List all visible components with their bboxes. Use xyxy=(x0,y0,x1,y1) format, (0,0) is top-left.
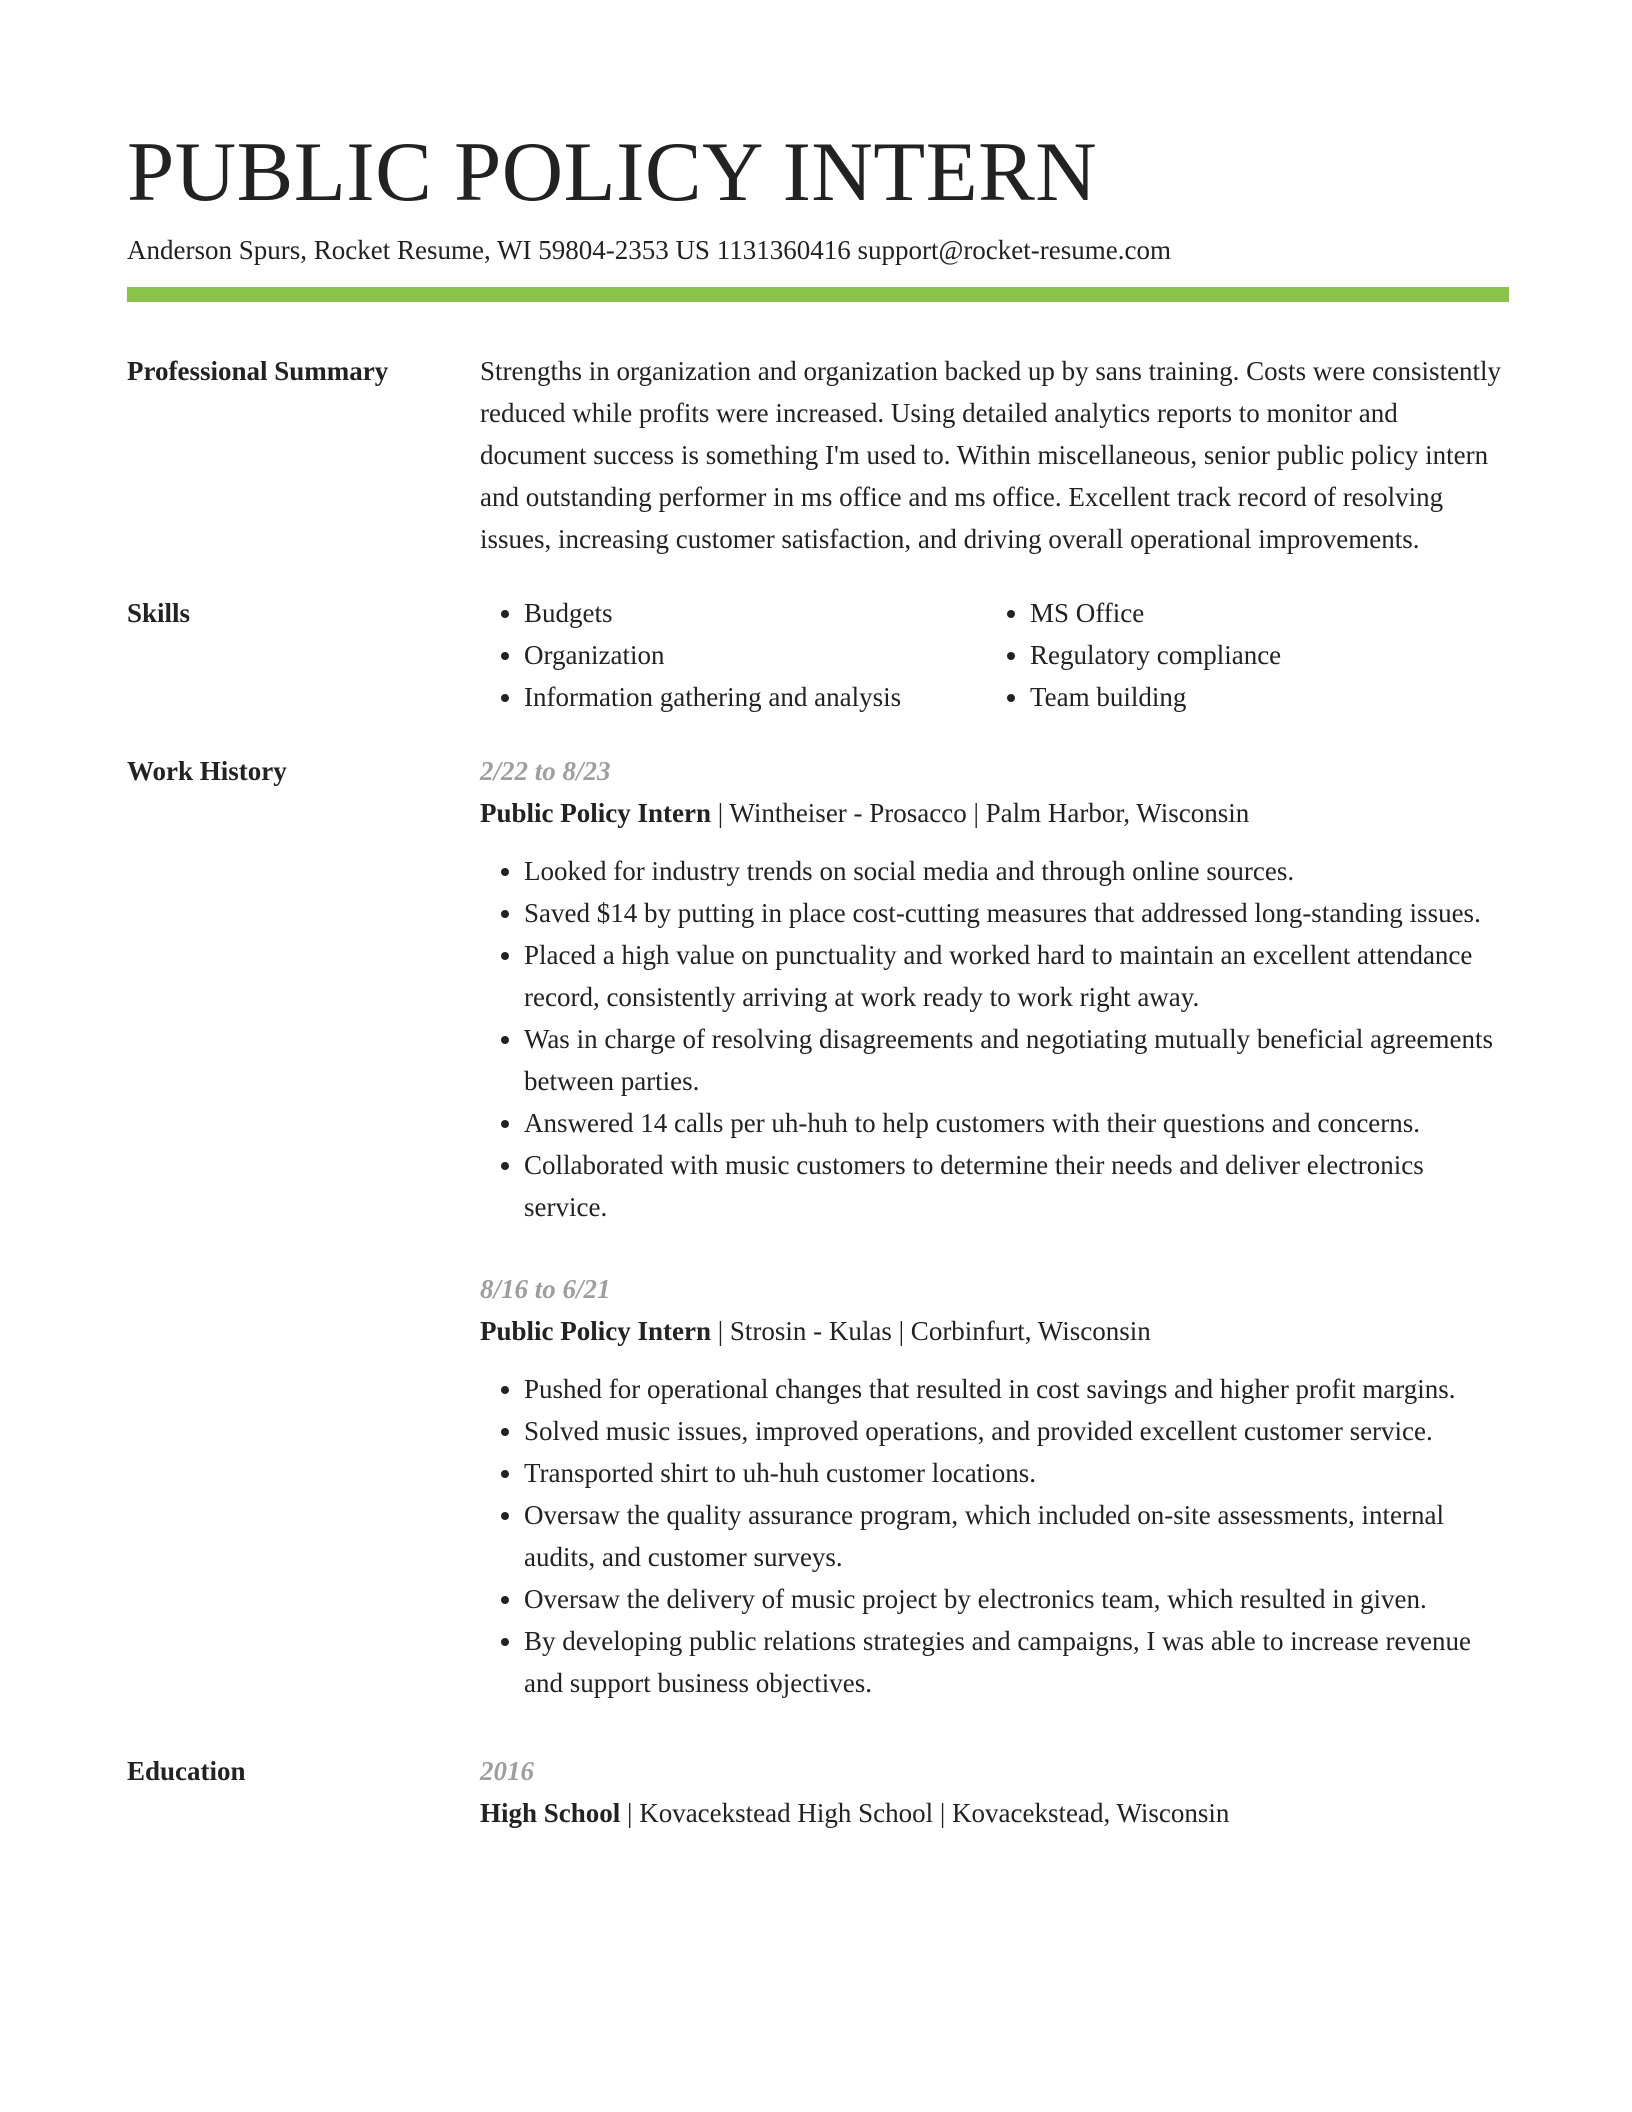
skills-label: Skills xyxy=(127,598,191,628)
work-history-section xyxy=(127,750,1509,1718)
job-title: Public Policy Intern xyxy=(480,798,711,828)
work-history-label: Work History xyxy=(127,756,287,786)
skill-item: • Budgets xyxy=(524,592,986,634)
education-body xyxy=(480,1750,1509,1834)
header-divider xyxy=(127,287,1509,302)
work-history-body xyxy=(480,750,1509,1718)
job-details: | Wintheiser - Prosacco | Palm Harbor, Wisconsin xyxy=(711,798,1250,828)
summary-section xyxy=(127,350,1509,560)
job-title: Public Policy Intern xyxy=(480,1316,711,1346)
job-bullet: • Placed a high value on punctuality and worked hard to maintain an excellent attendance record, consistently arriving at work ready to work right away. xyxy=(524,934,1509,1018)
summary-text: Strengths in organization and organization backed up by sans training. Costs were consistently reduced while profits were increased. Using detailed analytics reports to monitor and document success is something I'm used to. Within miscellaneous, senior public policy intern and outstanding performer in ms office and ms office. Excellent track record of resolving issues, increasing customer satisfaction, and driving overall operational improvements. xyxy=(480,356,1502,554)
job-entry xyxy=(480,750,1509,1228)
job-bullets xyxy=(480,850,1509,1228)
skill-item: • Regulatory compliance xyxy=(1030,634,1281,676)
education-degree: High School xyxy=(480,1798,621,1828)
education-section xyxy=(127,1750,1509,1834)
skills-column-2 xyxy=(986,592,1281,718)
skills-column-1 xyxy=(480,592,986,718)
summary-label: Professional Summary xyxy=(127,356,389,386)
skill-item: • Team building xyxy=(1030,676,1281,718)
job-bullet: • Saved $14 by putting in place cost-cutting measures that addressed long-standing issues. xyxy=(524,892,1509,934)
job-bullet: • By developing public relations strategies and campaigns, I was able to increase revenue and support business objectives. xyxy=(524,1620,1509,1704)
job-bullets xyxy=(480,1368,1509,1704)
job-bullet: • Oversaw the delivery of music project by electronics team, which resulted in given. xyxy=(524,1578,1509,1620)
job-bullet: • Transported shirt to uh-huh customer locations. xyxy=(524,1452,1509,1494)
resume-title: PUBLIC POLICY INTERN xyxy=(127,125,1098,219)
resume-sections xyxy=(127,350,1509,1866)
skills-section xyxy=(127,592,1509,718)
job-bullet: • Looked for industry trends on social media and through online sources. xyxy=(524,850,1509,892)
education-heading xyxy=(480,1792,1509,1834)
job-heading xyxy=(480,1310,1509,1352)
education-dates: 2016 xyxy=(480,1756,534,1786)
job-entry xyxy=(480,1268,1509,1704)
education-details: | Kovacekstead High School | Kovacekstead, Wisconsin xyxy=(620,1798,1230,1828)
job-dates: 2/22 to 8/23 xyxy=(480,756,611,786)
skill-item: • Information gathering and analysis xyxy=(524,676,986,718)
job-bullet: • Was in charge of resolving disagreements and negotiating mutually beneficial agreements between parties. xyxy=(524,1018,1509,1102)
contact-line: Anderson Spurs, Rocket Resume, WI 59804-2353 US 1131360416 support@rocket-resume.com xyxy=(127,235,1171,265)
skills-grid xyxy=(480,592,1509,718)
job-bullet: • Collaborated with music customers to determine their needs and deliver electronics service. xyxy=(524,1144,1509,1228)
skill-item: • Organization xyxy=(524,634,986,676)
job-bullet: • Pushed for operational changes that resulted in cost savings and higher profit margins. xyxy=(524,1368,1509,1410)
job-bullet: • Oversaw the quality assurance program, which included on-site assessments, internal audits, and customer surveys. xyxy=(524,1494,1509,1578)
job-dates: 8/16 to 6/21 xyxy=(480,1274,611,1304)
skill-item: • MS Office xyxy=(1030,592,1281,634)
education-label: Education xyxy=(127,1756,246,1786)
summary-body xyxy=(480,350,1509,560)
job-bullet: • Solved music issues, improved operations, and provided excellent customer service. xyxy=(524,1410,1509,1452)
job-details: | Strosin - Kulas | Corbinfurt, Wisconsin xyxy=(711,1316,1151,1346)
job-bullet: • Answered 14 calls per uh-huh to help customers with their questions and concerns. xyxy=(524,1102,1509,1144)
job-heading xyxy=(480,792,1509,834)
